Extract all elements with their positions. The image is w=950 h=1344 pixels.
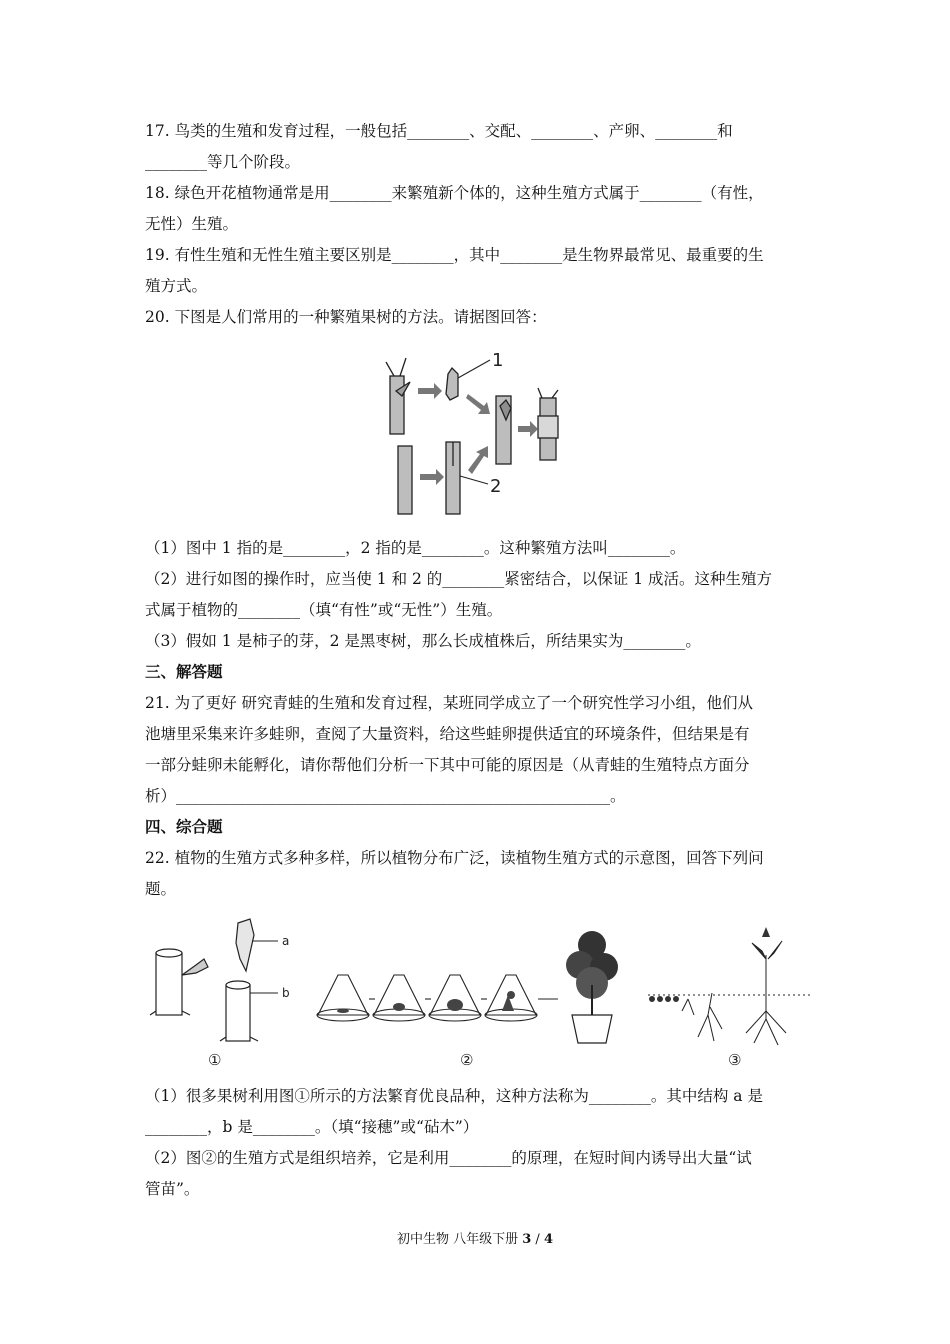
fig1-label-2: 2 bbox=[490, 476, 502, 497]
q22-line2: 题。 bbox=[145, 880, 177, 898]
q20-part2-line1: （2）进行如图的操作时，应当使 1 和 2 的________紧密结合，以保证 1 成活。这种生殖方 bbox=[145, 570, 773, 588]
q20-part1: （1）图中 1 指的是________，2 指的是________。这种繁殖方法叫________。 bbox=[145, 539, 686, 557]
footer-text: 初中生物 八年级下册 bbox=[396, 1232, 523, 1247]
fig1-label-1: 1 bbox=[492, 350, 504, 371]
q19-line2: 殖方式。 bbox=[145, 277, 208, 295]
q22-part1-line2: ________，b 是________。（填“接穗”或“砧木”） bbox=[145, 1118, 479, 1136]
fig2-label-3: ③ bbox=[728, 1051, 742, 1069]
fig2-label-1: ① bbox=[208, 1051, 222, 1069]
section-4-heading: 四、综合题 bbox=[145, 817, 223, 836]
q21-line3: 一部分蛙卵未能孵化，请你帮他们分析一下其中可能的原因是（从青蛙的生殖特点方面分 bbox=[145, 756, 750, 774]
footer-page-number: 3 bbox=[522, 1232, 532, 1247]
fig2-label-2: ② bbox=[460, 1051, 474, 1069]
plant-reproduction-figure bbox=[142, 915, 812, 1075]
q17-line2: ________等几个阶段。 bbox=[145, 153, 301, 171]
q21-line1: 21. 为了更好 研究青蛙的生殖和发育过程，某班同学成立了一个研究性学习小组，他们从 bbox=[145, 694, 754, 712]
page-footer bbox=[0, 1228, 950, 1247]
section-3-heading: 三、解答题 bbox=[145, 662, 223, 681]
grafting-figure bbox=[380, 346, 580, 518]
q20-part3: （3）假如 1 是柿子的芽，2 是黑枣树，那么长成植株后，所结果实为________。 bbox=[145, 632, 701, 650]
q20-stem: 20. 下图是人们常用的一种繁殖果树的方法。请据图回答： bbox=[145, 308, 547, 326]
q22-line1: 22. 植物的生殖方式多种多样，所以植物分布广泛，读植物生殖方式的示意图，回答下列问 bbox=[145, 849, 764, 867]
q22-part1-line1: （1）很多果树利用图①所示的方法繁育优良品种，这种方法称为________。其中结构 a 是 bbox=[145, 1087, 763, 1105]
q18-line1: 18. 绿色开花植物通常是用________来繁殖新个体的，这种生殖方式属于________（有性， bbox=[145, 184, 764, 202]
footer-page-total: 4 bbox=[543, 1232, 553, 1247]
q21-line2: 池塘里采集来许多蛙卵，查阅了大量资料，给这些蛙卵提供适宜的环境条件，但结果是有 bbox=[145, 725, 750, 743]
q22-part2-line2: 管苗”。 bbox=[145, 1180, 200, 1198]
fig2-label-b: b bbox=[282, 986, 290, 1000]
q20-part2-line2: 式属于植物的________（填“有性”或“无性”）生殖。 bbox=[145, 601, 503, 619]
q21-line4: 析）________________________________________________________。 bbox=[145, 787, 626, 805]
q18-line2: 无性）生殖。 bbox=[145, 215, 239, 233]
q22-part2-line1: （2）图②的生殖方式是组织培养，它是利用________的原理，在短时间内诱导出大量“试 bbox=[145, 1149, 752, 1167]
fig2-label-a: a bbox=[282, 934, 290, 948]
q17-line1: 17. 鸟类的生殖和发育过程，一般包括________、交配、________、产卵、________和 bbox=[145, 122, 733, 140]
q19-line1: 19. 有性生殖和无性生殖主要区别是________，其中________是生物界最常见、最重要的生 bbox=[145, 246, 764, 264]
footer-separator: / bbox=[531, 1232, 544, 1247]
